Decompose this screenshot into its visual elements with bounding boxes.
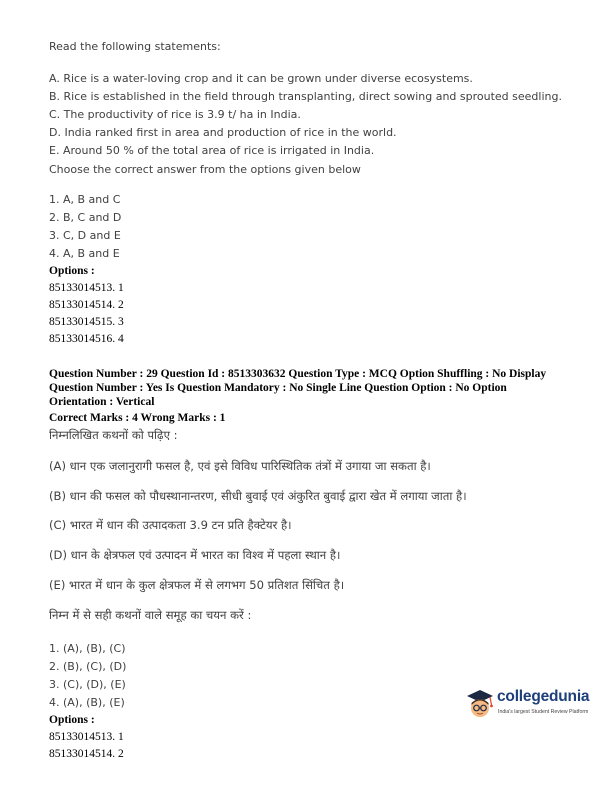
q2-statement-e: (E) भारत में धान के कुल क्षेत्रफल में से लगभग 50 प्रतिशत सिंचित है। <box>49 578 345 592</box>
q2-option-id-1: 85133014513. 1 <box>49 731 124 743</box>
q2-options-label: Options : <box>49 714 95 726</box>
q1-options-label: Options : <box>49 265 95 277</box>
q2-marks: Correct Marks : 4 Wrong Marks : 1 <box>49 412 226 424</box>
q1-choice-1: 1. A, B and C <box>49 193 121 206</box>
q2-choice-4: 4. (A), (B), (E) <box>49 696 125 709</box>
collegedunia-tagline: India's largest Student Review Platform <box>498 709 589 715</box>
q1-option-id-4: 85133014516. 4 <box>49 333 124 345</box>
q1-choice-2: 2. B, C and D <box>49 211 122 224</box>
q2-intro: निम्नलिखित कथनों को पढ़िए : <box>49 428 178 442</box>
collegedunia-logo-text: collegedunia <box>497 688 590 705</box>
q1-statement-c: C. The productivity of rice is 3.9 t/ ha in India. <box>49 108 301 121</box>
q1-statement-e: E. Around 50 % of the total area of rice is irrigated in India. <box>49 144 375 157</box>
q2-choice-3: 3. (C), (D), (E) <box>49 678 126 691</box>
q2-choice-1: 1. (A), (B), (C) <box>49 642 126 655</box>
q2-instruction: निम्न में से सही कथनों वाले समूह का चयन करें : <box>49 608 252 622</box>
q2-statement-a: (A) धान एक जलानुरागी फसल है, एवं इसे विविध पारिस्थितिक तंत्रों में उगाया जा सकता है। <box>49 459 431 473</box>
q2-statement-b: (B) धान की फसल को पौधस्थानान्तरण, सीधी बुवाई एवं अंकुरित बुवाई द्वारा खेत में लगाया जाता है। <box>49 489 467 503</box>
q1-instruction: Choose the correct answer from the options given below <box>49 163 361 176</box>
q2-statement-d: (D) धान के क्षेत्रफल एवं उत्पादन में भारत का विश्व में पहला स्थान है। <box>49 548 341 562</box>
q2-choice-2: 2. (B), (C), (D) <box>49 660 127 673</box>
q1-statement-a: A. Rice is a water-loving crop and it can be grown under diverse ecosystems. <box>49 72 473 85</box>
q1-intro: Read the following statements: <box>49 40 221 53</box>
q1-choice-4: 4. A, B and E <box>49 247 120 260</box>
q1-statement-b: B. Rice is established in the field through transplanting, direct sowing and sprouted seedling. <box>49 90 562 103</box>
q1-option-id-3: 85133014515. 3 <box>49 316 124 328</box>
q1-choice-3: 3. C, D and E <box>49 229 121 242</box>
collegedunia-logo <box>464 687 602 723</box>
q2-meta-line-1: Question Number : 29 Question Id : 8513303632 Question Type : MCQ Option Shuffling : No Display <box>49 368 547 380</box>
q2-option-id-2: 85133014514. 2 <box>49 748 124 760</box>
graduate-mascot-icon <box>464 687 496 721</box>
q2-meta-line-3: Orientation : Vertical <box>49 396 155 408</box>
q2-meta-line-2: Question Number : Yes Is Question Mandatory : No Single Line Question Option : No Option <box>49 382 507 394</box>
q2-statement-c: (C) भारत में धान की उत्पादकता 3.9 टन प्रति हैक्टेयर है। <box>49 518 292 532</box>
q1-statement-d: D. India ranked first in area and production of rice in the world. <box>49 126 397 139</box>
q1-option-id-2: 85133014514. 2 <box>49 299 124 311</box>
q1-option-id-1: 85133014513. 1 <box>49 282 124 294</box>
